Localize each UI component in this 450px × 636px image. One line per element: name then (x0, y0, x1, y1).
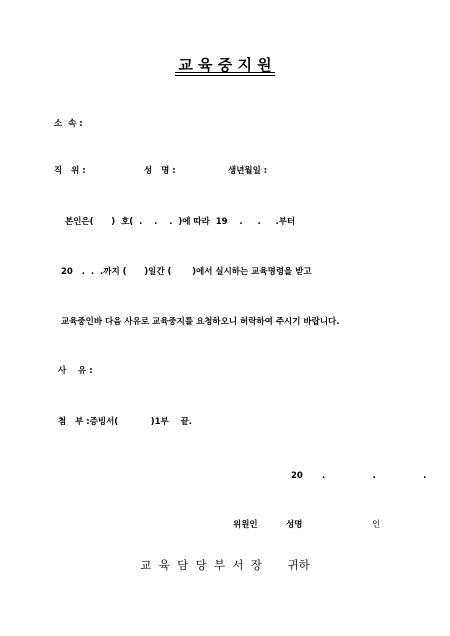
name-label: 성 명 : (144, 166, 176, 176)
addressee: 교 육 담 당 부 서 장 귀하 (140, 558, 310, 572)
date-year: 20 (291, 471, 303, 481)
reason-label: 사 유 : (58, 366, 93, 376)
affiliation-label: 소 속 : (54, 119, 83, 129)
seal-label: 인 (372, 520, 381, 530)
position-label: 직 위 : (54, 166, 86, 176)
applicant-name-label: 성명 (286, 520, 303, 530)
document-title: 교 육 중 지 원 (178, 56, 272, 74)
title-underline-bottom (175, 75, 275, 76)
body-paragraph-2: 20 . . .까지 ( )일간 ( )에서 실시하는 교육명령을 받고 (61, 267, 312, 277)
applicant-label: 위원인 (233, 520, 258, 530)
birthdate-label: 생년월일 : (228, 166, 268, 176)
date-separators: . . . (322, 471, 427, 481)
body-paragraph-3: 교육중인바 다음 사유로 교육중지를 요청하오니 허락하여 주시기 바랍니다. (61, 317, 340, 327)
title-underline-top (175, 72, 275, 73)
body-paragraph-1: 본인은( ) 호( . . . )에 따라 19 . . .부터 (65, 217, 296, 227)
attachment-line: 첨 부 :증빙서( )1부 끝. (58, 417, 193, 427)
